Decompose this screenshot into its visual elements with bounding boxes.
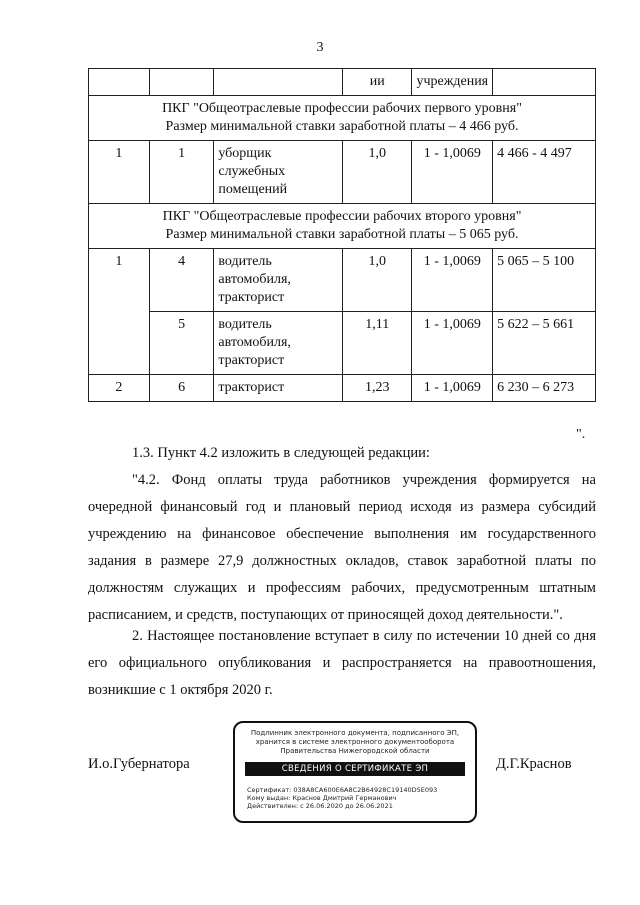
cell-coef: 1,0 (343, 249, 412, 312)
cell-salary: 4 466 - 4 497 (493, 141, 596, 204)
section-min-rate: Размер минимальной ставки заработной платы – 4 466 руб. (165, 119, 519, 134)
cell-level: 1 (149, 141, 214, 204)
closing-quote: ". (576, 427, 586, 442)
section-title: ПКГ "Общеотраслевые профессии рабочих первого уровня" (162, 101, 522, 116)
stamp-certificate: Сертификат: 038A8CA600E6A8C2B64928C19140D5E093 (247, 786, 438, 794)
cell-position: тракторист (214, 375, 343, 402)
stamp-header: Подлинник электронного документа, подписанного ЭП, хранится в системе электронного документооборота Правительства Нижегородской области (250, 729, 460, 755)
stamp-details (247, 786, 463, 810)
paragraph-1-3: 1.3. Пункт 4.2 изложить в следующей редакции: (132, 445, 430, 461)
page-number: 3 (316, 40, 324, 55)
paragraph-4-2: "4.2. Фонд оплаты труда работников учреждения формируется на очередной финансовый год и плановый период исходя из размера субсидий учреждению на финансовое обеспечение выполнения им государственного задания в размере 27,9 должностных окладов, ставок заработной платы по должностям служащих и профессиям рабочих, предусмотренным штатным расписанием, и средств, поступающих от приносящей доход деятельности.". (88, 472, 596, 623)
cell-group: 2 (89, 375, 150, 402)
stamp-title: СВЕДЕНИЯ О СЕРТИФИКАТЕ ЭП (245, 762, 465, 776)
header-cell: ии (343, 69, 412, 96)
e-signature-stamp (233, 721, 477, 823)
cell-range: 1 - 1,0069 (412, 375, 493, 402)
cell-coef: 1,0 (343, 141, 412, 204)
salary-table (88, 68, 596, 402)
table-row (89, 375, 596, 402)
cell-level: 5 (149, 312, 214, 375)
cell-group: 1 (89, 141, 150, 204)
cell-position: водитель автомобиля, тракторист (214, 312, 343, 375)
table-row (89, 141, 596, 204)
cell-range: 1 - 1,0069 (412, 312, 493, 375)
cell-coef: 1,23 (343, 375, 412, 402)
cell-level: 6 (149, 375, 214, 402)
cell-position: водитель автомобиля, тракторист (214, 249, 343, 312)
signatory-name: Д.Г.Краснов (496, 756, 572, 772)
cell-position: уборщик служебных помещений (214, 141, 343, 204)
section-min-rate: Размер минимальной ставки заработной платы – 5 065 руб. (165, 227, 519, 242)
stamp-valid: Действителен: с 26.06.2020 до 26.06.2021 (247, 802, 393, 810)
cell-salary: 5 622 – 5 661 (493, 312, 596, 375)
section-row (89, 96, 596, 141)
cell-range: 1 - 1,0069 (412, 141, 493, 204)
cell-range: 1 - 1,0069 (412, 249, 493, 312)
table-row (89, 312, 596, 375)
cell-salary: 6 230 – 6 273 (493, 375, 596, 402)
cell-level: 4 (149, 249, 214, 312)
section-row (89, 204, 596, 249)
table-row (89, 69, 596, 96)
header-cell: учреждения (412, 69, 493, 96)
cell-coef: 1,11 (343, 312, 412, 375)
paragraph-2: 2. Настоящее постановление вступает в силу по истечении 10 дней со дня его официального опубликования и распространяется на правоотношения, возникшие с 1 октября 2020 г. (88, 628, 596, 698)
section-title: ПКГ "Общеотраслевые профессии рабочих второго уровня" (162, 209, 522, 224)
stamp-issued-to: Кому выдан: Краснов Дмитрий Германович (247, 794, 397, 802)
signatory-position: И.о.Губернатора (88, 756, 190, 772)
table-row (89, 249, 596, 312)
cell-salary: 5 065 – 5 100 (493, 249, 596, 312)
cell-group: 1 (89, 249, 150, 375)
